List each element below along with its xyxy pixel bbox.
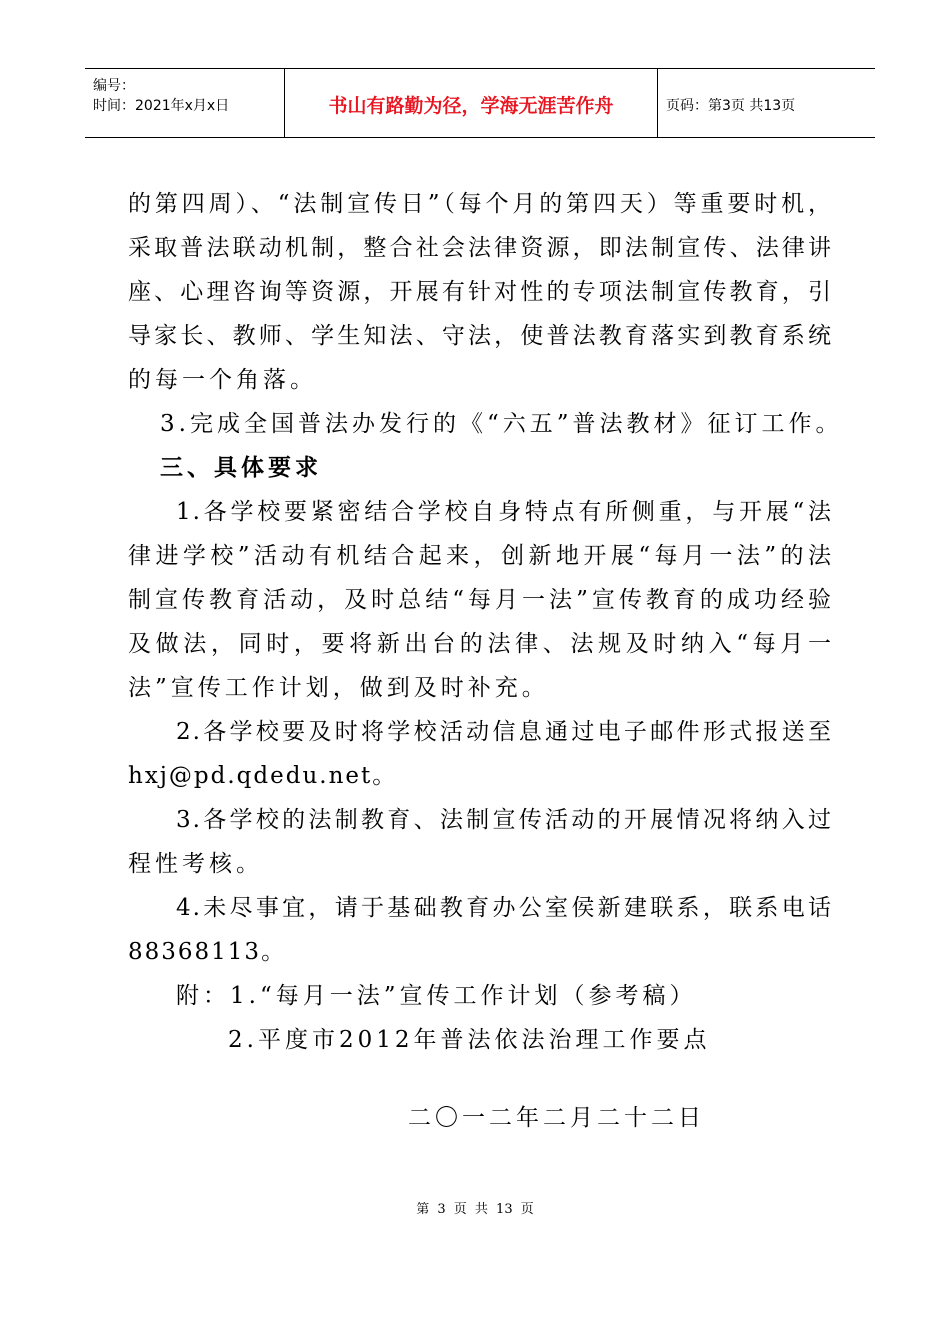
document-number-label: 编号： — [93, 78, 135, 94]
email-line: hxj@pd.qdedu.net。 — [128, 763, 398, 789]
paragraph-line: 及做法，同时，要将新出台的法律、法规及时纳入“每月一 — [128, 631, 833, 657]
paragraph-line: 4.未尽事宜，请于基础教育办公室侯新建联系，联系电话 — [176, 895, 833, 921]
paragraph-line: 法”宣传工作计划，做到及时补充。 — [128, 675, 549, 701]
paragraph-line: 程性考核。 — [128, 851, 263, 877]
paragraph-line: 采取普法联动机制，整合社会法律资源，即法制宣传、法律讲 — [128, 235, 833, 261]
document-body — [128, 182, 843, 1062]
header-page-number: 页码：第3页 共13页 — [666, 98, 796, 114]
paragraph-line: 3.完成全国普法办发行的《“六五”普法教材》征订工作。 — [160, 411, 843, 437]
header-motto-cell — [285, 69, 658, 137]
attachment-line: 2.平度市2012年普法依法治理工作要点 — [228, 1027, 711, 1053]
paragraph-line: 座、心理咨询等资源，开展有针对性的专项法制宣传教育，引 — [128, 279, 833, 305]
page-footer: 第 3 页 共 13 页 — [416, 1202, 534, 1217]
paragraph-line: 的第四周）、“法制宣传日”（每个月的第四天）等重要时机， — [128, 191, 833, 217]
paragraph-line: 1.各学校要紧密结合学校自身特点有所侧重，与开展“法 — [176, 499, 833, 525]
paragraph-line: 制宣传教育活动，及时总结“每月一法”宣传教育的成功经验 — [128, 587, 833, 613]
paragraph-line: 律进学校”活动有机结合起来，创新地开展“每月一法”的法 — [128, 543, 833, 569]
section-heading: 三、具体要求 — [160, 455, 322, 481]
attachment-line: 附：1.“每月一法”宣传工作计划（参考稿） — [176, 983, 697, 1009]
paragraph-line: 2.各学校要及时将学校活动信息通过电子邮件形式报送至 — [176, 719, 833, 745]
paragraph-line: 3.各学校的法制教育、法制宣传活动的开展情况将纳入过 — [176, 807, 833, 833]
header-meta — [85, 69, 285, 137]
phone-line: 88368113。 — [128, 939, 287, 965]
header-motto: 书山有路勤为径，学海无涯苦作舟 — [328, 95, 614, 117]
paragraph-line: 的每一个角落。 — [128, 367, 317, 393]
document-date: 二〇一二年二月二十二日 — [408, 1105, 705, 1131]
date-block — [408, 1096, 708, 1140]
header-page-cell — [658, 69, 875, 137]
paragraph-line: 导家长、教师、学生知法、守法，使普法教育落实到教育系统 — [128, 323, 833, 349]
page-header — [85, 68, 875, 138]
document-time-label: 时间：2021年x月x日 — [93, 98, 230, 114]
